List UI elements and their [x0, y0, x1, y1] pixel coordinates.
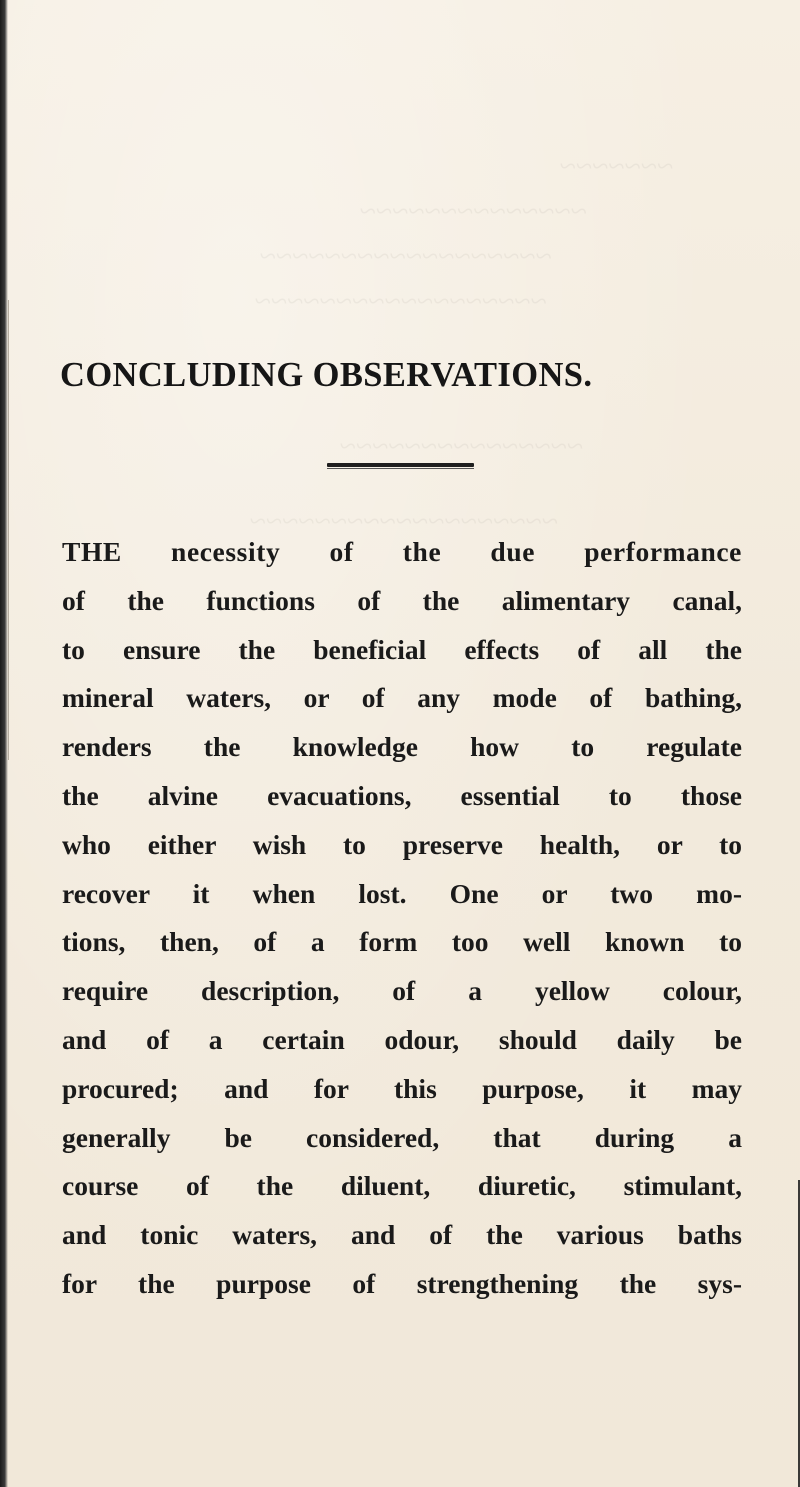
text-line: generally be considered, that during a — [62, 1121, 742, 1153]
text-line: procured; and for this purpose, it may — [62, 1072, 742, 1104]
text-line: course of the diluent, diuretic, stimulant, — [62, 1170, 742, 1202]
body-paragraph — [62, 528, 742, 1309]
text-line: recover it when lost. One or two mo- — [62, 877, 742, 909]
text-line: renders the knowledge how to regulate — [62, 731, 742, 763]
text-line: to ensure the beneficial effects of all the — [62, 633, 742, 665]
text-line: mineral waters, or of any mode of bathing, — [62, 682, 742, 714]
text-line: and tonic waters, and of the various baths — [62, 1219, 742, 1251]
bleed-through-mark: ~~~~~~~~~~~~~~~~~~~ — [250, 505, 559, 538]
bleed-through-mark: ~~~~~~~~~~~~~~~~~~ — [260, 240, 553, 273]
bleed-through-mark: ~~~~~~~~~~~~~~~~~~ — [255, 285, 548, 318]
text-line: for the purpose of strengthening the sys- — [62, 1267, 742, 1299]
page-binding-edge — [0, 0, 8, 1487]
chapter-heading: CONCLUDING OBSERVATIONS. — [60, 356, 593, 394]
bleed-through-mark: ~~~~~~~~~~~~~~~ — [340, 430, 584, 463]
bleed-through-mark: ~~~~~~~ — [560, 150, 674, 183]
page-edge-line — [8, 300, 9, 760]
text-line: tions, then, of a form too well known to — [62, 926, 742, 958]
bleed-through-mark: ~~~~~~~~~~~~~~ — [360, 195, 588, 228]
heading-rule — [327, 463, 474, 467]
text-line: who either wish to preserve health, or to — [62, 828, 742, 860]
text-line: require description, of a yellow colour, — [62, 975, 742, 1007]
text-line: the alvine evacuations, essential to those — [62, 779, 742, 811]
text-line: and of a certain odour, should daily be — [62, 1023, 742, 1055]
text-line: of the functions of the alimentary canal, — [62, 584, 742, 616]
text-line: THE necessity of the due performance — [62, 536, 742, 567]
